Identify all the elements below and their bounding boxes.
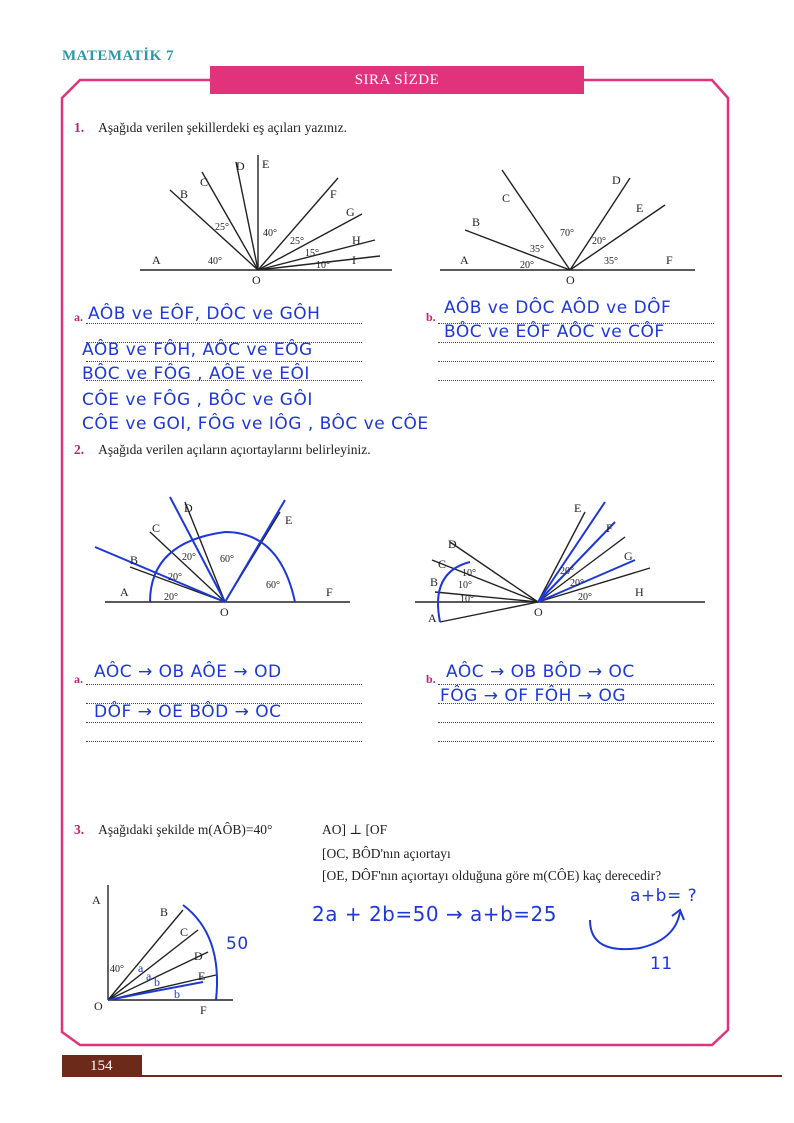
svg-text:20°: 20°: [592, 236, 606, 247]
svg-text:A: A: [460, 253, 469, 267]
q2-b-handwriting-line: FÔG → OF FÔH → OG: [440, 686, 626, 706]
svg-text:O: O: [220, 605, 229, 619]
svg-text:G: G: [624, 549, 633, 563]
svg-text:60°: 60°: [266, 580, 280, 591]
svg-text:D: D: [236, 159, 245, 173]
q1-b-handwriting-line: BÔC ve EÔF AÔC ve CÔF: [444, 322, 665, 342]
svg-text:D: D: [612, 173, 621, 187]
svg-text:a: a: [146, 969, 152, 983]
svg-text:C: C: [438, 557, 447, 571]
q3-condition-2: [OC, BÔD'nın açıortayı: [322, 846, 451, 861]
svg-text:E: E: [574, 501, 582, 515]
svg-text:F: F: [666, 253, 673, 267]
q1-a-handwriting-line: CÔE ve FÔG , BÔC ve GÔI: [82, 390, 313, 410]
q1-a-handwriting-line: AÔB ve FÔH, AÔC ve EÔG: [82, 340, 313, 360]
svg-text:E: E: [636, 201, 644, 215]
question-text: Aşağıda verilen açıların açıortaylarını belirleyiniz.: [98, 442, 371, 457]
svg-text:b: b: [154, 975, 160, 989]
svg-text:H: H: [352, 233, 361, 247]
question-number: 2.: [74, 442, 85, 457]
svg-text:O: O: [566, 273, 575, 287]
svg-text:E: E: [198, 969, 206, 983]
svg-text:O: O: [94, 999, 103, 1013]
svg-text:I: I: [352, 253, 356, 267]
q2-figure-a: [90, 492, 370, 622]
svg-text:40°: 40°: [263, 228, 277, 239]
q1-a-handwriting-line: CÔE ve GOI, FÔG ve IÔG , BÔC ve CÔE: [82, 414, 429, 434]
svg-text:F: F: [326, 585, 333, 599]
q3-condition-1: AO] ⊥ [OF: [322, 822, 388, 837]
svg-text:20°: 20°: [578, 592, 592, 603]
svg-text:C: C: [152, 521, 161, 535]
page-number: 154: [62, 1055, 142, 1077]
svg-text:D: D: [184, 501, 193, 515]
q1-a-handwriting-line: BÔC ve FÔG , AÔE ve EÔI: [82, 364, 310, 384]
question-2: [74, 442, 371, 458]
svg-text:B: B: [430, 575, 439, 589]
svg-text:20°: 20°: [560, 566, 574, 577]
svg-text:E: E: [285, 513, 293, 527]
svg-text:H: H: [635, 585, 644, 599]
svg-text:15°: 15°: [305, 248, 319, 259]
svg-text:A: A: [92, 893, 101, 907]
q3-work-arrow: [580, 900, 690, 960]
svg-text:70°: 70°: [560, 228, 574, 239]
svg-text:G: G: [346, 205, 355, 219]
svg-text:F: F: [606, 521, 613, 535]
q1-b-label: b.: [426, 310, 436, 324]
q1-a-label: a.: [74, 310, 83, 324]
subject-header: MATEMATİK 7: [62, 48, 175, 64]
svg-text:10°: 10°: [316, 260, 330, 271]
svg-text:A: A: [428, 611, 437, 625]
svg-text:B: B: [472, 215, 481, 229]
svg-text:10°: 10°: [460, 594, 474, 605]
svg-text:D: D: [194, 949, 203, 963]
question-1: [74, 120, 347, 136]
q1-figure-a: [140, 150, 400, 285]
q2-b-label: b.: [426, 672, 436, 686]
q2-a-handwriting-line: AÔC → OB AÔE → OD: [94, 662, 282, 682]
svg-text:20°: 20°: [168, 572, 182, 583]
q3-work-angle: 50: [226, 934, 249, 954]
svg-text:B: B: [130, 553, 139, 567]
q2-b-handwriting-line: AÔC → OB BÔD → OC: [446, 662, 635, 682]
svg-text:40°: 40°: [208, 256, 222, 267]
q3-work-result: a+b= ?: [630, 886, 698, 906]
section-banner: SIRA SİZDE: [210, 66, 584, 94]
svg-text:B: B: [160, 905, 169, 919]
svg-text:B: B: [180, 187, 189, 201]
question-number: 1.: [74, 120, 85, 135]
svg-text:C: C: [180, 925, 189, 939]
svg-text:F: F: [200, 1003, 207, 1017]
svg-text:E: E: [262, 157, 270, 171]
svg-text:25°: 25°: [215, 222, 229, 233]
svg-text:C: C: [502, 191, 511, 205]
q2-a-label: a.: [74, 672, 83, 686]
svg-text:35°: 35°: [604, 256, 618, 267]
question-text: Aşağıda verilen şekillerdeki eş açıları yazınız.: [98, 120, 348, 135]
svg-text:b: b: [174, 987, 180, 1001]
svg-text:60°: 60°: [220, 554, 234, 565]
q3-work-mark: 11: [650, 954, 673, 974]
svg-text:A: A: [152, 253, 161, 267]
svg-text:35°: 35°: [530, 244, 544, 255]
question-3: [74, 822, 272, 838]
question-number: 3.: [74, 822, 85, 837]
svg-text:A: A: [120, 585, 129, 599]
svg-text:D: D: [448, 537, 457, 551]
svg-text:20°: 20°: [570, 578, 584, 589]
q1-a-handwriting-line: AÔB ve EÔF, DÔC ve GÔH: [88, 304, 321, 324]
footer-rule: [62, 1075, 782, 1077]
q3-work-equation: 2a + 2b=50 → a+b=25: [312, 902, 557, 926]
q2-a-handwriting-line: DÔF → OE BÔD → OC: [94, 702, 282, 722]
q1-b-handwriting-line: AÔB ve DÔC AÔD ve DÔF: [444, 298, 672, 318]
q3-condition-3: [OE, DÔF'nın açıortayı olduğuna göre m(CÔE) kaç derecedir?: [322, 868, 662, 883]
svg-text:10°: 10°: [462, 568, 476, 579]
svg-text:O: O: [252, 273, 261, 285]
svg-text:C: C: [200, 175, 209, 189]
svg-text:25°: 25°: [290, 236, 304, 247]
question-text: Aşağıdaki şekilde m(AÔB)=40°: [98, 822, 273, 837]
svg-text:F: F: [330, 187, 337, 201]
svg-text:20°: 20°: [182, 552, 196, 563]
svg-text:40°: 40°: [110, 964, 124, 975]
svg-text:O: O: [534, 605, 543, 619]
svg-text:10°: 10°: [458, 580, 472, 591]
svg-text:a: a: [138, 961, 144, 975]
svg-text:20°: 20°: [520, 260, 534, 271]
q2-figure-b: [410, 492, 710, 627]
svg-text:20°: 20°: [164, 592, 178, 603]
q1-figure-b: [440, 160, 700, 290]
